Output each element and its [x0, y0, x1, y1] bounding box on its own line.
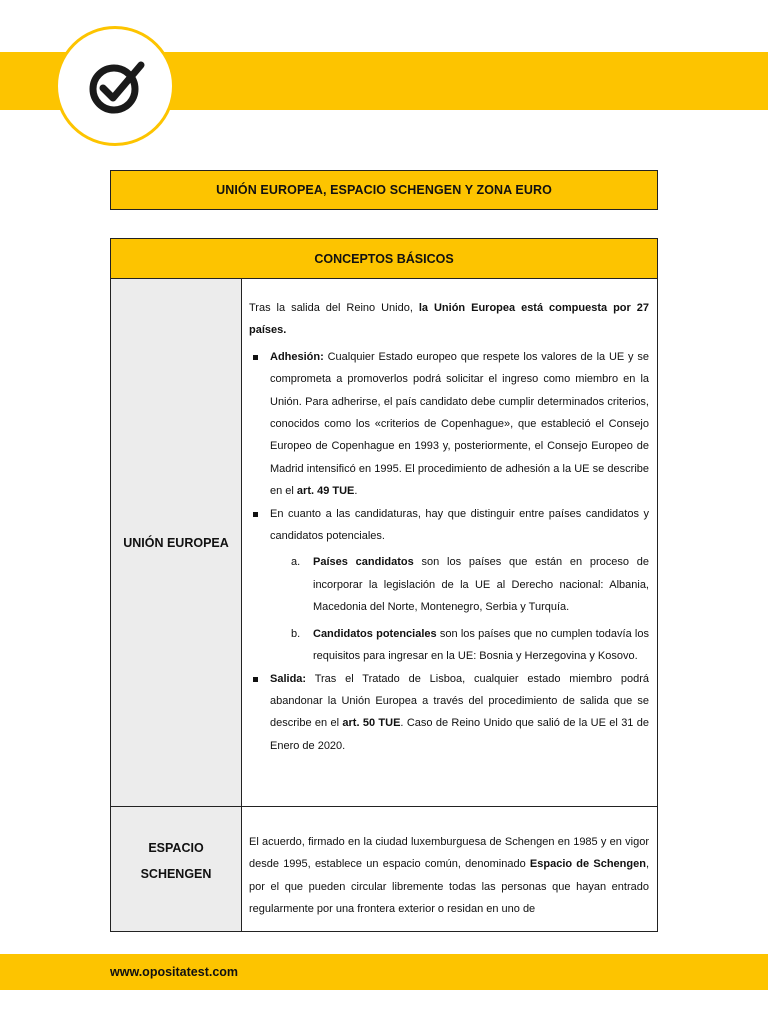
check-circle-icon — [86, 55, 150, 119]
sub-item-candidatos-potenciales: b. Candidatos potenciales son los países que no cumplen todavía los requisitos para ingresar en la UE: Bosnia y Herzegovina y Kosovo. — [291, 627, 649, 663]
bullet-salida: Salida: Tras el Tratado de Lisboa, cualquier estado miembro podrá abandonar la Unión Europea a través del procedimiento de salida que se describe en el art. 50 TUE. Caso de Reino Unido que salió de la UE el 31 de Enero de 2020. — [249, 668, 649, 758]
bullet-adhesion: Adhesión: Cualquier Estado europeo que respete los valores de la UE y se comprometa a promoverlos podrá solicitar el ingreso como miembro en la Unión. Para adherirse, el país candidato debe cumplir determinados criterios, conocidos como los «criterios de Copenhague», que estableció el Consejo Europeo de Copenhague en 1993 y, posteriormente, el Consejo Europeo de Madrid intensificó en 1995. El procedimiento de adhesión a la UE se describe en el art. 49 TUE. — [249, 346, 649, 503]
concepts-table — [110, 238, 658, 932]
table-heading: CONCEPTOS BÁSICOS — [111, 239, 657, 279]
row-label-espacio-schengen: ESPACIO SCHENGEN — [111, 807, 242, 931]
row-label-union-europea: UNIÓN EUROPEA — [111, 279, 242, 806]
footer-url[interactable]: www.opositatest.com — [110, 965, 239, 979]
sub-item-paises-candidatos: a. Países candidatos son los países que están en proceso de incorporar la legislación de la UE al Derecho nacional: Albania, Macedonia del Norte, Montenegro, Serbia y Turquía. — [291, 556, 649, 614]
table-row — [111, 807, 657, 931]
document-title: UNIÓN EUROPEA, ESPACIO SCHENGEN Y ZONA EURO — [110, 170, 658, 210]
row-content-union-europea — [242, 279, 657, 806]
footer-band — [0, 954, 768, 990]
ue-intro: Tras la salida del Reino Unido, la Unión Europea está compuesta por 27 países. — [249, 302, 649, 337]
bullet-candidaturas: En cuanto a las candidaturas, hay que distinguir entre países candidatos y candidatos potenciales. — [249, 503, 649, 548]
row-content-espacio-schengen — [242, 807, 657, 931]
logo[interactable] — [55, 26, 175, 146]
schengen-text: El acuerdo, firmado en la ciudad luxemburguesa de Schengen en 1985 y en vigor desde 1995, establece un espacio común, denominado Espacio de Schengen, por el que pueden circular libremente todas las personas que hayan entrado regularmente por una frontera exterior o residan en uno de — [249, 836, 649, 916]
table-row — [111, 279, 657, 807]
